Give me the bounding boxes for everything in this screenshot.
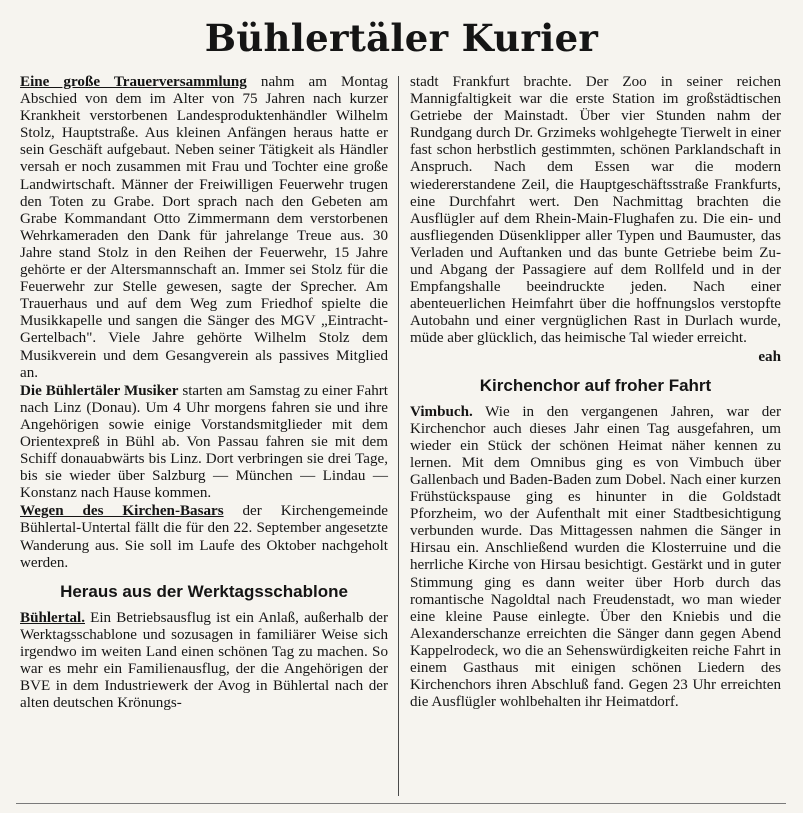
author-signature: eah: [758, 348, 781, 365]
article-dateline: Vimbuch.: [410, 403, 473, 420]
article-kirchen-basar: [20, 503, 388, 571]
article-body: der Kirchengemeinde Bühlertal-Untertal fällt die für den 22. September angesetzte Wanderung aus. Sie soll im Laufe des Oktober nachgeholt werden.: [20, 503, 388, 571]
article-body: Wie in den vergangenen Jahren, war der Kirchenchor auch dieses Jahr einen Tag ausgefahren, um wieder ein Stück der schönen Heimat näher kennen zu lernen. Mit dem Omnibus ging es von Vimbuch über Gallenbach und Baden-Baden zum Dobel. Nach einer kurzen Frühstückspause ging es hinunter in die Goldstadt Pforzheim, wo der Aufenthalt mit einer Stadtbesichtigung verbunden wurde. Das Mittagessen nahmen die Sänger in Hirsau ein. Anschließend wurden die Klosterruine und die herrliche Kirche von Hirsau besichtigt. Gestärkt und in guter Stimmung ging es dann weiter über Horb durch das romantische Nagoldtal nach Freudenstadt, wo man wieder eine kleine Pause einlegte. Über den Kniebis und die Alexanderschanze erreichten die Sänger dann gegen Abend Kappelrodeck, wo die an Sehenswürdigkeiten reiche Fahrt in einem Gasthaus mit einigen schönen Liedern des Kirchenchors ihren Abschluß fand. Gegen 23 Uhr erreichten die Ausflügler wohlbehalten ihr Heimatdorf.: [410, 403, 781, 711]
article-musiker: [20, 383, 388, 503]
article-lead: Wegen des Kirchen-Basars: [20, 503, 224, 520]
article-dateline: Bühlertal.: [20, 609, 85, 626]
newspaper-masthead: Bühlertäler Kurier: [204, 16, 599, 60]
article-body: nahm am Montag Abschied von dem im Alter von 75 Jahren nach kurzer Krankheit verstorbenen Landesproduktenhändler Wilhelm Stolz, Hauptstraße. Aus kleinen Anfängen heraus hatte er sein Geschäft aufgebaut. Neben seiner Tätigkeit als Händler versah er noch zusammen mit Frau und Tochter eine große Landwirtschaft. Männer der Freiwilligen Feuerwehr trugen den Toten zu Grabe. Dort sprach nach den Gebeten am Grabe Kommandant Otto Zimmermann dem verstorbenen Wehrkameraden den Dank für jahrelange Treue aus. 30 Jahre stand Stolz in den Reihen der Feuerwehr, 15 Jahre gehörte er der Altersmannschaft an. Immer sei Stolz für die Feuerwehr zur Stelle gewesen, sagte der Sprecher. Am Trauerhaus und auf dem Weg zum Friedhof spielte die Musikkapelle und sangen die Sänger des MGV „Eintracht-Gertelbach". Viele Jahre gehörte Wilhelm Stolz dem Musikverein und dem Gesangverein als passives Mitglied an.: [20, 74, 388, 381]
page-bottom-rule: [16, 803, 786, 804]
article-kirchenchor: [410, 404, 781, 712]
article-trauerversammlung: [20, 74, 388, 382]
article-body: starten am Samstag zu einer Fahrt nach Linz (Donau). Um 4 Uhr morgens fahren sie und ihre Angehörigen sowie einige Vorstandsmitglieder mit dem Orientexpreß in Bühl ab. Von Passau fahren sie mit dem Schiff donauabwärts bis Linz. Dort verbringen sie drei Tage, bis sie wieder über Salzburg — München — Lindau — Konstanz nach Hause kommen.: [20, 382, 388, 502]
article-lead: Eine große Trauerversammlung: [20, 74, 247, 90]
article-body: Ein Betriebsausflug ist ein Anlaß, außerhalb der Werktagsschablone und sozusagen in familiärer Weise sich irgendwo im weiten Land einen schönen Tag zu machen. So war es mehr ein Familienausflug, der die Angehörigen der BVE in dem Industriewerk der Avog in Bühlertal nach der alten deutschen Krönungs-: [20, 609, 388, 712]
headline-kirchenchor: Kirchenchor auf froher Fahrt: [479, 375, 712, 395]
column-divider: [398, 76, 399, 796]
article-betriebsausflug-continued: stadt Frankfurt brachte. Der Zoo in seiner reichen Mannigfaltigkeit war die erste Station im großstädtischen Getriebe der Mainstadt. Über vier Stunden nahm der Rundgang durch Dr. Grzimeks wohlgehegte Tierwelt in einer fast schon herbstlich gestimmten, schönen Parklandschaft in Anspruch. Nach dem Essen war die modern wiedererstandene Zeil, die Hauptgeschäftsstraße Frankfurts, eine Durchfahrt wert. Den Nachmittag brachten die Ausflügler auf dem Rhein-Main-Flughafen zu. Die ein- und ausfliegenden Düsenklipper aller Typen und Baumuster, das Verladen und Auftanken und das bunte Getriebe beim Zu- und Abgang der Passagiere auf dem Rollfeld und in der Empfangshalle beeindruckte jeden. Nach einer abenteuerlichen Heimfahrt über die hoffnungslos verstopfte Autobahn und einer vergnüglichen Rast in Durlach wurde, müde aber glücklich, das heimische Tal wieder erreicht.: [410, 74, 781, 347]
article-betriebsausflug: [20, 610, 388, 713]
headline-werktagsschablone: Heraus aus der Werktagsschablone: [60, 581, 348, 601]
right-column: [410, 74, 781, 711]
left-column: [20, 74, 388, 712]
article-lead: Die Bühlertäler Musiker: [20, 382, 179, 399]
